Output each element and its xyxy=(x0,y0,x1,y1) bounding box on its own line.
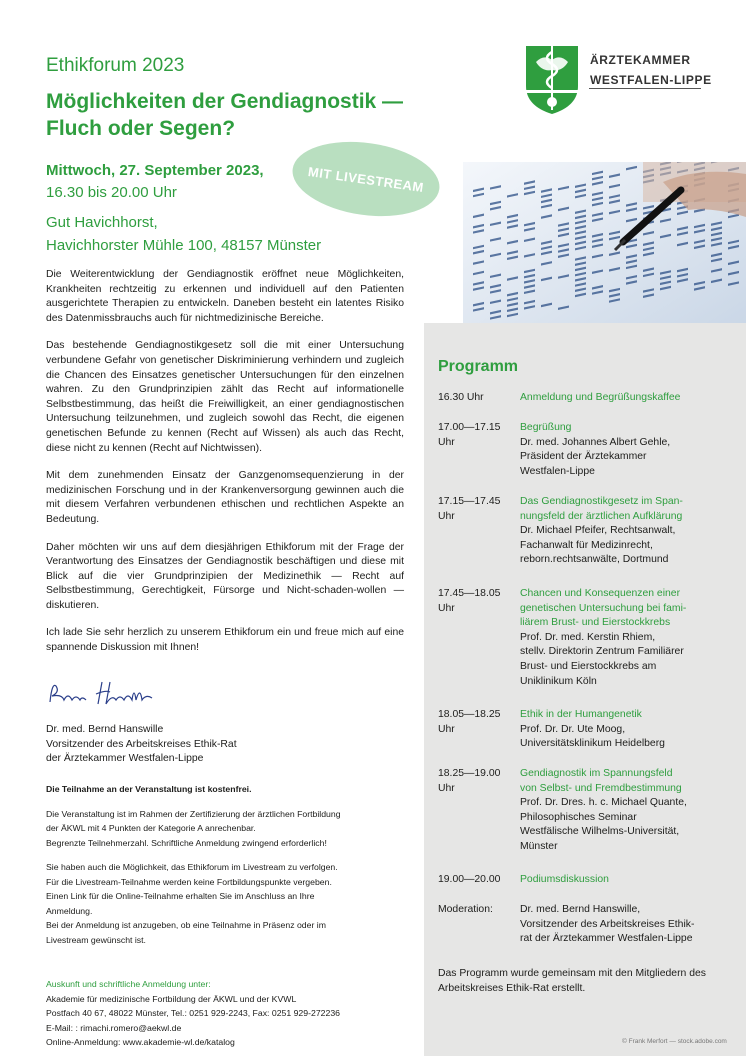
signer-block xyxy=(46,723,237,767)
program-item-speaker-line: rat der Ärztekammer Westfalen-Lippe xyxy=(520,933,693,945)
dna-sequencing-film-with-pen-photo xyxy=(463,162,746,334)
program-item-content xyxy=(520,495,732,568)
program-item-speaker-line: Dr. med. Bernd Hanswille, xyxy=(520,904,641,915)
cme-note-line: der ÄKWL mit 4 Punkten der Kategorie A anrechenbar. xyxy=(46,823,256,833)
event-venue xyxy=(46,211,321,257)
program-item-content xyxy=(520,391,732,406)
free-participation-note: Die Teilnahme an der Veranstaltung ist kostenfrei. xyxy=(46,784,252,794)
livestream-note xyxy=(46,860,406,947)
contact-line: Akademie für medizinische Fortbildung der ÄKWL und der KVWL xyxy=(46,993,297,1004)
program-heading: Programm xyxy=(438,358,519,375)
program-item-speaker-line: Dr. Michael Pfeifer, Rechtsanwalt, xyxy=(520,525,676,537)
program-item-speaker-line: Universitätsklinikum Heidelberg xyxy=(520,738,665,750)
livestream-note-line: Sie haben auch die Möglichkeit, das Ethikforum im Livestream zu verfolgen. xyxy=(46,862,338,872)
program-item-speaker-line: Uniklinikum Köln xyxy=(520,675,597,687)
intro-paragraph: Mit dem zunehmenden Einsatz der Ganzgenomsequenzierung in der medizinischen Forschung und in der Krankenversorgung gewinnen auch die mit diesem Verfahren verbundenen ethischen und rechtlichen Aspekte an Bedeutung. xyxy=(46,470,404,525)
program-item-title: Ethik in der Humangenetik xyxy=(520,709,642,720)
program-item-title: Anmeldung und Begrüßungskaffee xyxy=(520,392,681,403)
program-item-speaker-line: Fachanwalt für Medizinrecht, xyxy=(520,539,653,551)
contact-block xyxy=(46,977,340,1050)
participation-notes xyxy=(46,782,406,957)
logo-line-1: ÄRZTEKAMMER xyxy=(590,53,691,67)
program-item-speaker-line: Münster xyxy=(520,840,558,852)
photo-credit: © Frank Merfort — stock.adobe.com xyxy=(622,1038,727,1045)
event-date: Mittwoch, 27. September 2023, xyxy=(46,162,264,179)
cme-note xyxy=(46,807,406,851)
program-item-time: 19.00—20.00 xyxy=(438,874,501,885)
intro-paragraph: Ich lade Sie sehr herzlich zu unserem Ethikforum ein und freue mich auf eine spannende Diskussion mit Ihnen! xyxy=(46,627,404,654)
program-item-title: Begrüßung xyxy=(520,422,572,433)
program-item-content xyxy=(520,767,732,855)
venue-name: Gut Havichhorst, xyxy=(46,214,158,231)
program-item-speaker-line: stellv. Direktorin Zentrum Familiärer xyxy=(520,646,684,658)
program-item-speaker-line: Westfalen-Lippe xyxy=(520,465,595,477)
program-item-content xyxy=(520,421,732,479)
program-item-speaker-line: Präsident der Ärztekammer xyxy=(520,451,647,463)
livestream-note-line: Anmeldung. xyxy=(46,905,93,916)
program-item-title: Podiumsdiskussion xyxy=(520,874,609,885)
program-item-time: 18.05—18.25 Uhr xyxy=(438,709,501,735)
program-item-time: 16.30 Uhr xyxy=(438,392,484,403)
program-item-speaker-line: Brust- und Eierstockkrebs am xyxy=(520,660,657,672)
program-item-speaker-line: Prof. Dr. Dres. h. c. Michael Quante, xyxy=(520,797,687,809)
signature xyxy=(46,678,176,708)
aerztekammer-crest-icon xyxy=(522,40,582,116)
page-title xyxy=(46,88,466,142)
livestream-note-line: Livestream gewünscht ist. xyxy=(46,934,146,945)
program-item-speaker-line: Philosophisches Seminar xyxy=(520,811,637,823)
signer-name: Dr. med. Bernd Hanswille xyxy=(46,724,164,735)
program-item-time: 18.25—19.00 Uhr xyxy=(438,768,501,794)
program-panel xyxy=(424,323,746,1056)
contact-line: Postfach 40 67, 48022 Münster, Tel.: 0251 929-2243, Fax: 0251 929-272236 xyxy=(46,1008,340,1018)
logo-wordmark xyxy=(590,52,712,88)
intro-text xyxy=(46,268,404,669)
logo-divider xyxy=(589,88,701,89)
program-item-title: Gendiagnostik im Spannungsfeld von Selbst- und Fremdbestimmung xyxy=(520,768,682,794)
event-name: Ethikforum 2023 xyxy=(46,55,185,76)
program-item-time: 17.45—18.05 Uhr xyxy=(438,588,501,614)
logo-line-2: WESTFALEN-LIPPE xyxy=(590,73,712,87)
cme-note-line: Begrenzte Teilnehmerzahl. Schriftliche Anmeldung zwingend erforderlich! xyxy=(46,837,327,848)
intro-paragraph: Das bestehende Gendiagnostikgesetz soll die mit einer Untersuchung verbundene Gefahr von genetischer Diskriminierung verhindern und zugleich die Chancen des Einsatzes genetischer Untersuchungen für den einzelnen wahren. Zu den Grundprinzipien zählt das Recht auf informationelle Selbstbestimmung, das heißt die Freiwilligkeit, an einer gendiagnostischen Untersuchung teilzunehmen, und zugleich sowohl das Recht, die eigenen genetischen Befunde zu kennen (Recht auf Wissen) als auch das Recht, diese nicht zu kennen (Recht auf Nichtwissen). xyxy=(46,340,404,454)
program-footer: Das Programm wurde gemeinsam mit den Mitgliedern des Arbeitskreises Ethik-Rat erstellt. xyxy=(438,968,706,994)
program-item-content xyxy=(520,903,732,947)
online-registration-link[interactable]: Online-Anmeldung: www.akademie-wl.de/katalog xyxy=(46,1037,235,1047)
program-item-speaker-line: reborn.rechtsanwälte, Dortmund xyxy=(520,554,669,566)
title-line-1: Möglichkeiten der Gendiagnostik — xyxy=(46,90,404,113)
event-time: 16.30 bis 20.00 Uhr xyxy=(46,184,177,201)
cme-note-line: Die Veranstaltung ist im Rahmen der Zertifizierung der ärztlichen Fortbildung xyxy=(46,808,341,819)
program-item-time: 17.15—17.45 Uhr xyxy=(438,496,501,522)
livestream-badge-label: MIT LIVESTREAM xyxy=(307,163,425,195)
program-item-speaker-line: Prof. Dr. med. Kerstin Rhiem, xyxy=(520,631,656,643)
program-item-time: 17.00—17.15 Uhr xyxy=(438,422,501,448)
livestream-note-line: Einen Link für die Online-Teilnahme erhalten Sie im Anschluss an Ihre xyxy=(46,891,315,901)
program-item-title: Chancen und Konsequenzen einer genetischen Untersuchung bei fami- liärem Brust- und Eierstockkrebs xyxy=(520,588,687,629)
contact-email[interactable]: E-Mail: : rimachi.romero@aekwl.de xyxy=(46,1022,182,1033)
program-item-speaker-line: Dr. med. Johannes Albert Gehle, xyxy=(520,436,671,448)
signer-role: Vorsitzender des Arbeitskreises Ethik-Rat xyxy=(46,738,237,750)
program-item-content xyxy=(520,708,732,752)
program-item-speaker-line: Vorsitzender des Arbeitskreises Ethik- xyxy=(520,918,695,930)
livestream-note-line: Bei der Anmeldung ist anzugeben, ob eine Teilnahme in Präsenz oder im xyxy=(46,920,326,930)
intro-paragraph: Die Weiterentwicklung der Gendiagnostik eröffnet neue Möglichkeiten, Krankheiten rechtzeitig zu erkennen und individuell auf den Patienten ausgerichtete Therapien zu entwickeln. Daneben besteht ein latentes Risiko des Datenmissbrauchs auch für nichtmedizinische Bereiche. xyxy=(46,269,404,324)
program-item-content xyxy=(520,873,732,888)
venue-address: Havichhorster Mühle 100, 48157 Münster xyxy=(46,237,322,254)
program-item-speaker-line: Prof. Dr. Dr. Ute Moog, xyxy=(520,723,626,735)
intro-paragraph: Daher möchten wir uns auf dem diesjährigen Ethikforum mit der Frage der Verantwortung des Einsatzes der Gendiagnostik beschäftigen und diese mit Blick auf die vier Grundprinzipien der Medizinethik — Recht auf Selbstbestimmung, Gerechtigkeit, Fürsorge und Nicht-schaden-wollen — diskutieren. xyxy=(46,541,404,611)
contact-heading: Auskunft und schriftliche Anmeldung unter: xyxy=(46,979,211,989)
program-item-content xyxy=(520,587,732,689)
signer-role: der Ärztekammer Westfalen-Lippe xyxy=(46,753,204,765)
program-item-speaker-line: Westfälische Wilhelms-Universität, xyxy=(520,826,680,838)
program-item-time: Moderation: xyxy=(438,904,493,915)
title-line-2: Fluch oder Segen? xyxy=(46,117,236,140)
program-item-title: Das Gendiagnostikgesetz im Span- nungsfeld der ärztlichen Aufklärung xyxy=(520,496,683,522)
livestream-note-line: Für die Livestream-Teilnahme werden keine Fortbildungspunkte vergeben. xyxy=(46,876,332,887)
